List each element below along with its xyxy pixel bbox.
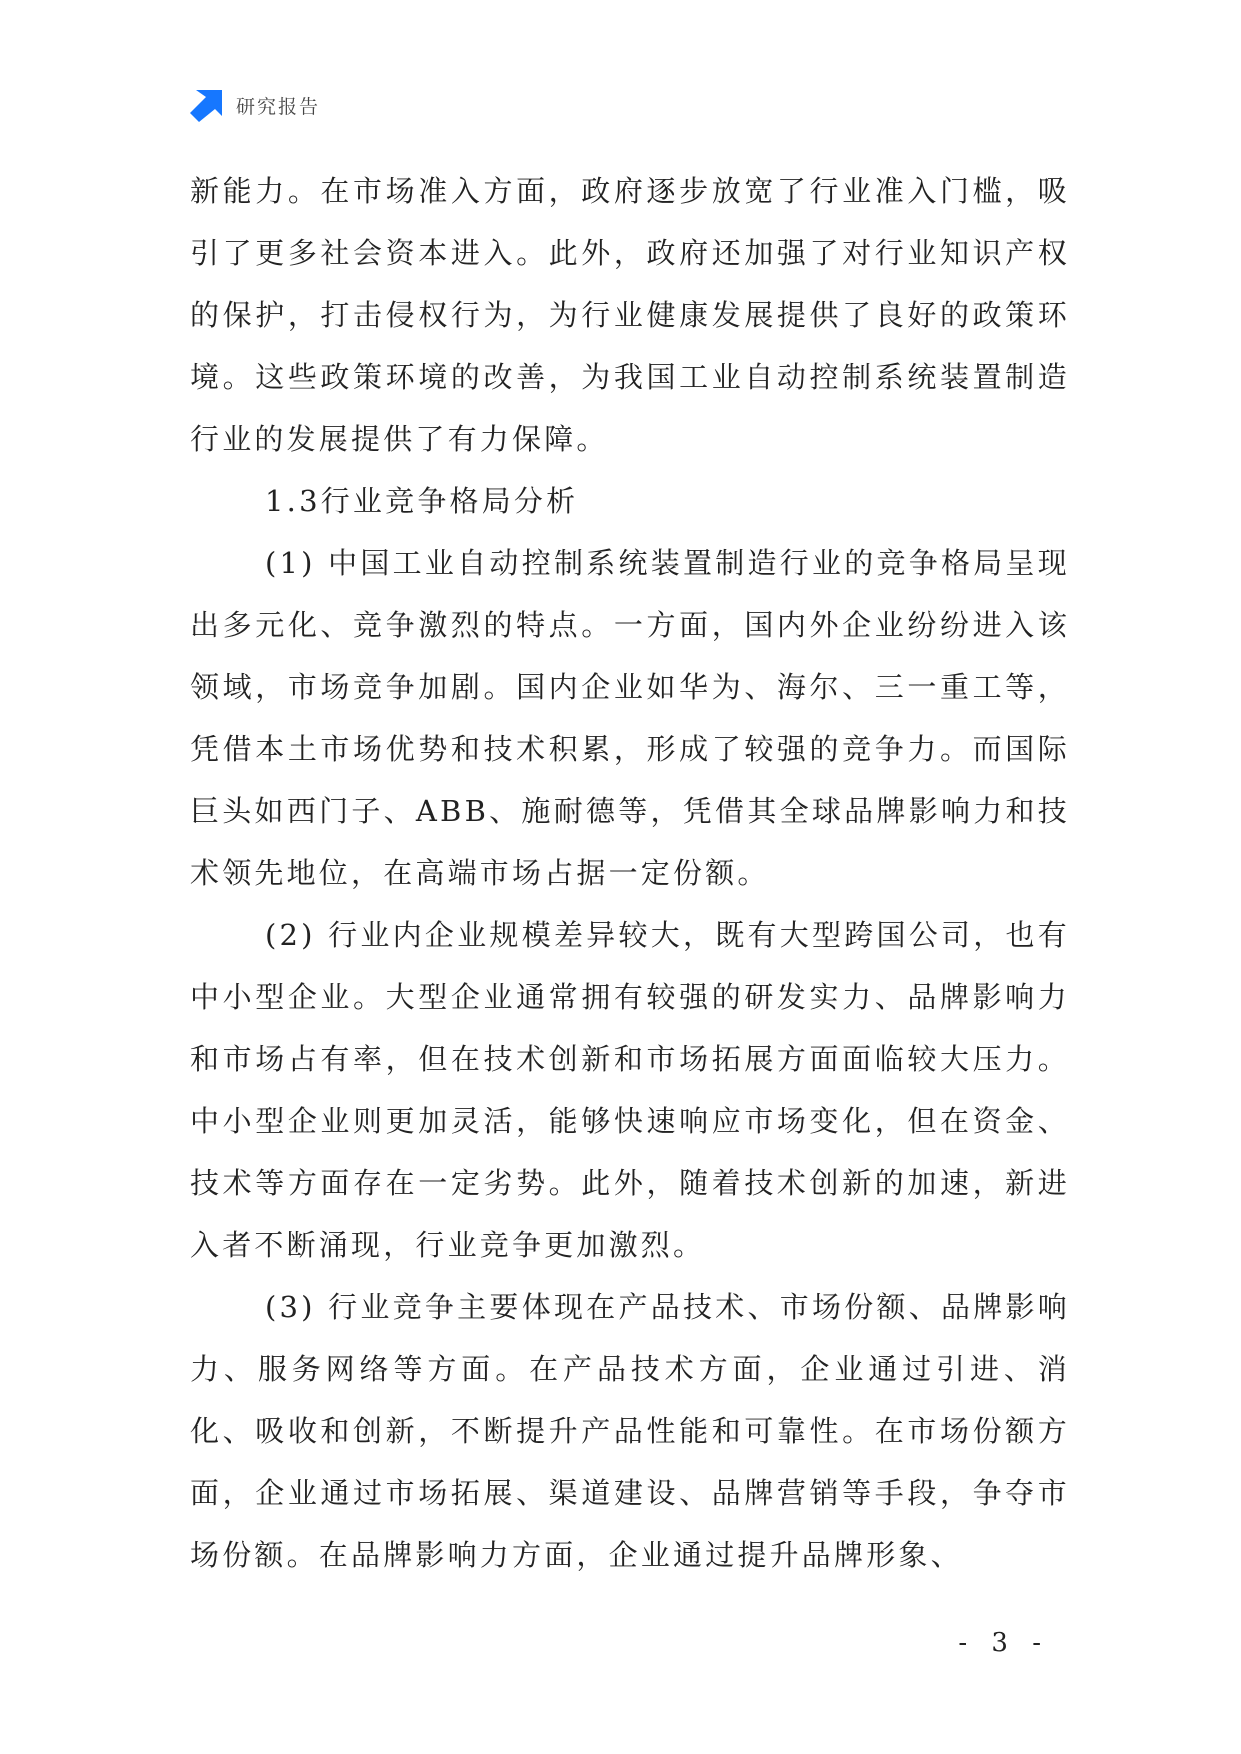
- page-number: - 3 -: [958, 1628, 1049, 1658]
- header-title: 研究报告: [236, 95, 321, 118]
- paragraph-competition-3: (3) 行业竞争主要体现在产品技术、市场份额、品牌影响力、服务网络等方面。在产品技术方面，企业通过引进、消化、吸收和创新，不断提升产品性能和可靠性。在市场份额方面，企业通过市场拓展、渠道建设、品牌营销等手段，争夺市场份额。在品牌影响力方面，企业通过提升品牌形象、: [190, 1290, 1070, 1572]
- document-body: [190, 160, 1070, 1586]
- section-heading: 1.3行业竞争格局分析: [265, 484, 579, 518]
- page-header: [190, 88, 320, 122]
- paragraph-competition-2: (2) 行业内企业规模差异较大，既有大型跨国公司，也有中小型企业。大型企业通常拥有较强的研发实力、品牌影响力和市场占有率，但在技术创新和市场拓展方面面临较大压力。中小型企业则更加灵活，能够快速响应市场变化，但在资金、技术等方面存在一定劣势。此外，随着技术创新的加速，新进入者不断涌现，行业竞争更加激烈。: [190, 918, 1070, 1262]
- paragraph-competition-1: (1) 中国工业自动控制系统装置制造行业的竞争格局呈现出多元化、竞争激烈的特点。一方面，国内外企业纷纷进入该领域，市场竞争加剧。国内企业如华为、海尔、三一重工等，凭借本土市场优势和技术积累，形成了较强的竞争力。而国际巨头如西门子、ABB、施耐德等，凭借其全球品牌影响力和技术领先地位，在高端市场占据一定份额。: [190, 546, 1070, 890]
- arrow-up-right-icon: [190, 88, 224, 122]
- paragraph-continuation: 新能力。在市场准入方面，政府逐步放宽了行业准入门槛，吸引了更多社会资本进入。此外，政府还加强了对行业知识产权的保护，打击侵权行为，为行业健康发展提供了良好的政策环境。这些政策环境的改善，为我国工业自动控制系统装置制造行业的发展提供了有力保障。: [190, 174, 1070, 456]
